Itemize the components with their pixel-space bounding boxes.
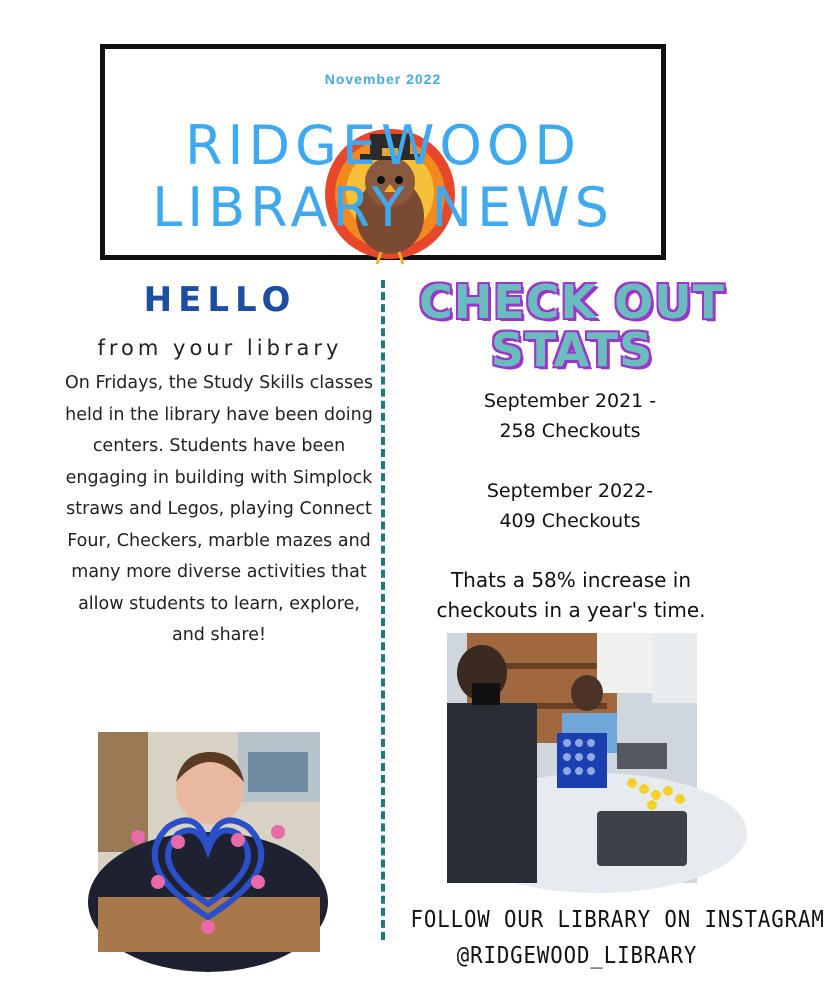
hello-heading: HELLO <box>143 280 297 320</box>
stat-2022 <box>420 476 720 536</box>
instagram-follow-text: FOLLOW OUR LIBRARY ON INSTAGRAM <box>410 907 825 933</box>
masthead-box <box>100 44 666 260</box>
masthead-line-1: RIDGEWOOD <box>185 114 581 177</box>
students-playing-connect-four-photo <box>447 633 697 883</box>
issue-date: November 2022 <box>324 71 442 87</box>
stat-2021-label: September 2021 - <box>483 390 657 412</box>
stat-2021-value: 258 Checkouts <box>499 420 641 442</box>
stat-2021 <box>420 386 720 446</box>
masthead-title <box>105 115 661 239</box>
student-with-straw-heart-photo <box>98 732 320 952</box>
instagram-handle[interactable]: @RIDGEWOOD_LIBRARY <box>456 943 698 969</box>
study-skills-paragraph: On Fridays, the Study Skills classes held in the library have been doing centers. Students have been engaging in building with Simplock straws and Legos, playing Connect Four, Checkers, marble mazes and many more diverse activities that allow students to learn, explore, and share! <box>65 373 373 645</box>
stat-2022-label: September 2022- <box>486 480 654 502</box>
stats-title-line-1: CHECK OUT <box>419 275 725 329</box>
stats-title-line-2: STATS <box>490 323 654 377</box>
increase-summary: Thats a 58% increase in checkouts in a year's time. <box>436 568 706 622</box>
masthead-line-2: LIBRARY NEWS <box>152 176 614 239</box>
check-out-stats-heading <box>392 275 752 377</box>
stat-2022-value: 409 Checkouts <box>499 510 641 532</box>
column-divider <box>381 280 385 940</box>
hello-subheading: from your library <box>97 336 343 360</box>
instagram-footer <box>410 902 825 974</box>
